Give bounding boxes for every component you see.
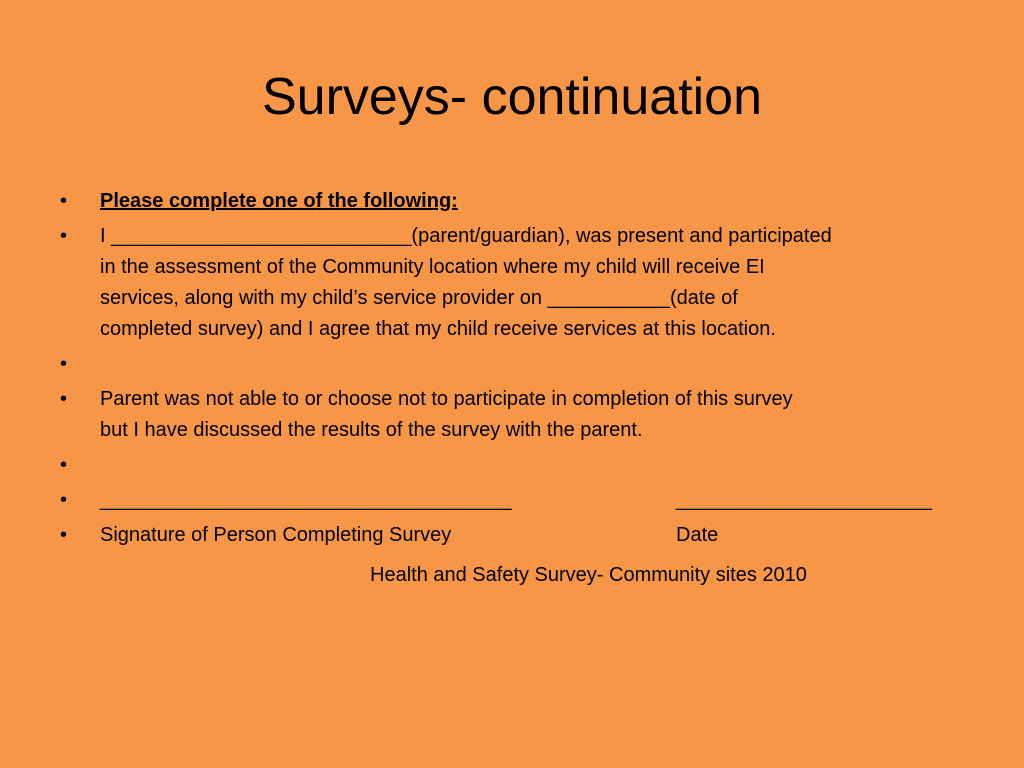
signature-blank: _____________________________________ bbox=[100, 489, 512, 511]
option-parent-line-1: I ___________________________(parent/guardian), was present and participated bbox=[100, 225, 832, 247]
option-parent-line-2: in the assessment of the Community location where my child will receive EI bbox=[100, 256, 765, 278]
option-parent-line-3: services, along with my child’s service provider on ___________(date of bbox=[100, 287, 738, 309]
bullet-icon: • bbox=[60, 454, 68, 476]
bullet-icon: • bbox=[60, 489, 68, 511]
bullet-icon: • bbox=[60, 388, 68, 410]
option-parent-line-4: completed survey) and I agree that my child receive services at this location. bbox=[100, 318, 776, 340]
option-provider-line-2: but I have discussed the results of the survey with the parent. bbox=[100, 419, 643, 441]
bullet-icon: • bbox=[60, 524, 68, 546]
bullet-item-heading bbox=[60, 186, 980, 217]
bullet-item-empty bbox=[60, 450, 980, 481]
bullet-item-option-parent bbox=[60, 221, 980, 345]
bullet-item-signature-labels bbox=[60, 520, 980, 551]
bullet-icon: • bbox=[60, 225, 68, 247]
bullet-item-option-provider bbox=[60, 384, 980, 446]
bullet-list bbox=[60, 186, 980, 555]
date-label: Date bbox=[676, 524, 719, 546]
bullet-item-empty bbox=[60, 349, 980, 380]
bullet-icon: • bbox=[60, 190, 68, 212]
signature-label: Signature of Person Completing Survey bbox=[100, 524, 452, 546]
signature-lines-row bbox=[100, 485, 980, 516]
signature-labels-row bbox=[100, 520, 980, 551]
slide-title: Surveys- continuation bbox=[261, 68, 763, 126]
bullet-item-signature-lines bbox=[60, 485, 980, 516]
bullet-icon: • bbox=[60, 353, 68, 375]
option-provider-line-1: Parent was not able to or choose not to participate in completion of this survey bbox=[100, 388, 793, 410]
instructions-heading: Please complete one of the following: bbox=[100, 190, 458, 212]
date-blank: _______________________ bbox=[676, 489, 932, 511]
survey-footer: Health and Safety Survey- Community sites 2010 bbox=[370, 564, 807, 586]
